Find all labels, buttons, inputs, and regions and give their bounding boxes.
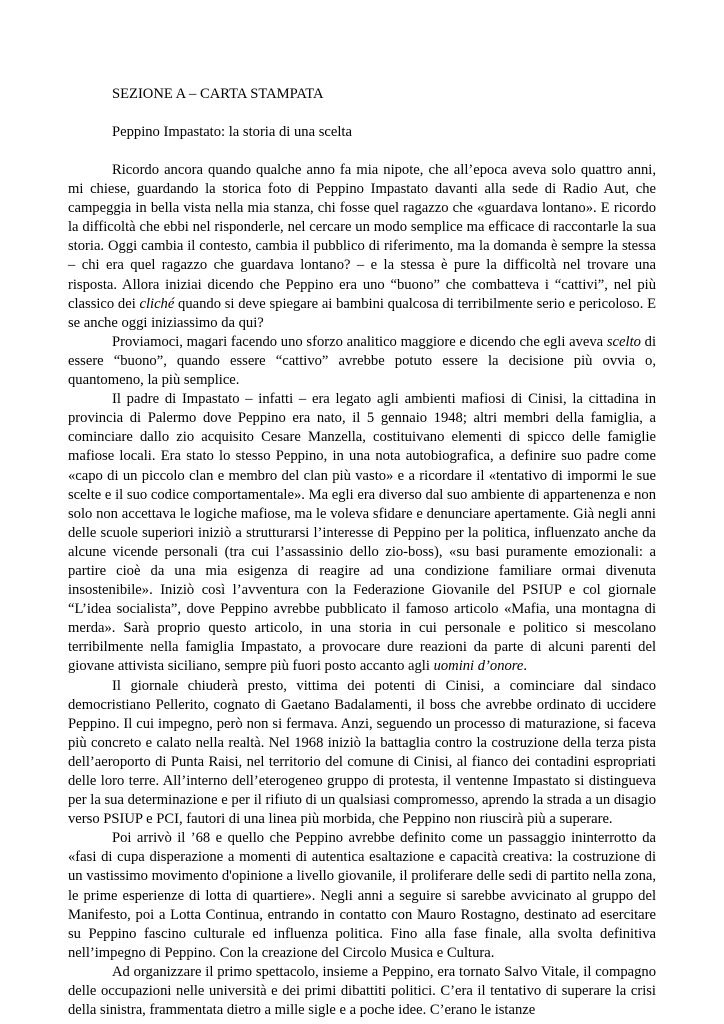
paragraph-text: di essere “buono”, quando essere “cattivo” avrebbe potuto essere la decisione più ovvia o, quantomeno, la più semplice. xyxy=(68,333,656,389)
paragraph-1 xyxy=(68,161,656,333)
paragraph-text: Proviamoci, magari facendo uno sforzo analitico maggiore e dicendo che egli aveva xyxy=(112,333,607,350)
paragraph-text: Ricordo ancora quando qualche anno fa mia nipote, che all’epoca aveva solo quattro anni, mi chiese, guardando la storica foto di Peppino Impastato davanti alla sede di Radio Aut, che campeggia in bella vista nella mia stanza, chi fosse quel ragazzo che «guardava lontano». E ricordo la difficoltà che ebbi nel risponderle, nel cercare un modo semplice ma efficace di raccontarle la sua storia. Oggi cambia il contesto, cambia il pubblico di riferimento, ma la domanda è sempre la stessa – chi era quel ragazzo che guardava lontano? – e la stessa è pure la difficoltà nel trovare una risposta. Allora iniziai dicendo che Peppino era uno “buono” che combatteva i “cattivi”, nel più classico dei xyxy=(68,162,656,312)
italic-term: scelto xyxy=(606,333,641,350)
paragraph-text: . xyxy=(523,658,528,675)
paragraph-text: Ad organizzare il primo spettacolo, insieme a Peppino, era tornato Salvo Vitale, il compagno delle occupazioni nelle università e dei primi dibattiti politici. C’era il tentativo di superare la crisi della sinistra, frammentata dietro a mille sigle e a poche idee. C’erano le istanze xyxy=(68,963,656,1019)
paragraph-5 xyxy=(68,829,656,963)
paragraph-text: Il giornale chiuderà presto, vittima dei potenti di Cinisi, a cominciare dal sindaco democristiano Pellerito, cognato di Gaetano Badalamenti, il boss che avrebbe ordinato di uccidere Peppino. Il cui impegno, però non si fermava. Anzi, seguendo un processo di maturazione, si faceva più concreto e calato nella realtà. Nel 1968 iniziò la battaglia contro la costruzione della terza pista dell’aeroporto di Punta Raisi, nel territorio del comune di Cinisi, al fianco dei contadini espropriati delle loro terre. All’interno dell’eterogeneo gruppo di protesta, il ventenne Impastato si distingueva per la sua determinazione e per il rifiuto di un qualsiasi compromesso, aprendo la strada a un disagio verso PSIUP e PCI, fautori di una linea più morbida, che Peppino non riuscirà più a superare. xyxy=(68,677,656,828)
italic-term: uomini d’onore xyxy=(433,658,524,675)
italic-term: cliché xyxy=(139,295,175,312)
paragraph-6 xyxy=(68,963,656,1020)
paragraph-2 xyxy=(68,333,656,390)
paragraph-4 xyxy=(68,677,656,830)
section-title: SEZIONE A – CARTA STAMPATA xyxy=(112,86,324,102)
paragraph-text: Il padre di Impastato – infatti – era legato agli ambienti mafiosi di Cinisi, la cittadina in provincia di Palermo dove Peppino era nato, il 5 gennaio 1948; altri membri della famiglia, a cominciare dallo zio acquisito Cesare Manzella, costituivano elementi di spicco delle famiglie mafiose locali. Era stato lo stesso Peppino, in una nota autobiografica, a definire suo padre come «capo di un piccolo clan e membro del clan più vasto» e a ricordare il «tentativo di impormi le sue scelte e il suo codice comportamentale». Ma egli era diverso dal suo ambiente di appartenenza e non solo non accettava le logiche mafiose, ma le voleva sfidare e denunciare apertamente. Già negli anni delle scuole superiori iniziò a strutturarsi l’interesse di Peppino per la politica, influenzato anche da alcune vicende personali (tra cui l’assassinio dello zio-boss), «su basi puramente emozionali: a partire cioè da una mia esigenza di reagire ad una condizione familiare ormai divenuta insostenibile». Iniziò così l’avventura con la Federazione Giovanile del PSIUP e col giornale “L’idea socialista”, dove Peppino avrebbe pubblicato il famoso articolo «Mafia, una montagna di merda». Sarà proprio questo articolo, in una storia in cui personale e politico si mescolano terribilmente nella famiglia Impastato, a provocare dure reazioni da parte di alcuni parenti del giovane attivista siciliano, sempre più fuori posto accanto agli xyxy=(68,391,656,675)
paragraph-text: Poi arrivò il ’68 e quello che Peppino avrebbe definito come un passaggio ininterrotto da «fasi di cupa disperazione a momenti di autentica esaltazione e capacità creativa: la costruzione di un vastissimo movimento d'opinione a livello giovanile, il proliferare delle sedi di partito nella zona, le prime esperienze di lotta di quartiere». Negli anni a seguire si sarebbe avvicinato al gruppo del Manifesto, poi a Lotta Continua, entrando in contatto con Mauro Rostagno, destinato ad esercitare su Peppino fascino culturale ed influenza politica. Fino alla fase finale, alla svolta definitiva nell’impegno di Peppino. Con la creazione del Circolo Musica e Cultura. xyxy=(68,830,656,961)
article-body xyxy=(68,161,656,1020)
article-title: Peppino Impastato: la storia di una scelta xyxy=(112,124,352,140)
paragraph-text: quando si deve spiegare ai bambini qualcosa di terribilmente serio e pericoloso. E se anche oggi iniziassimo da qui? xyxy=(68,295,656,331)
paragraph-3 xyxy=(68,390,656,676)
